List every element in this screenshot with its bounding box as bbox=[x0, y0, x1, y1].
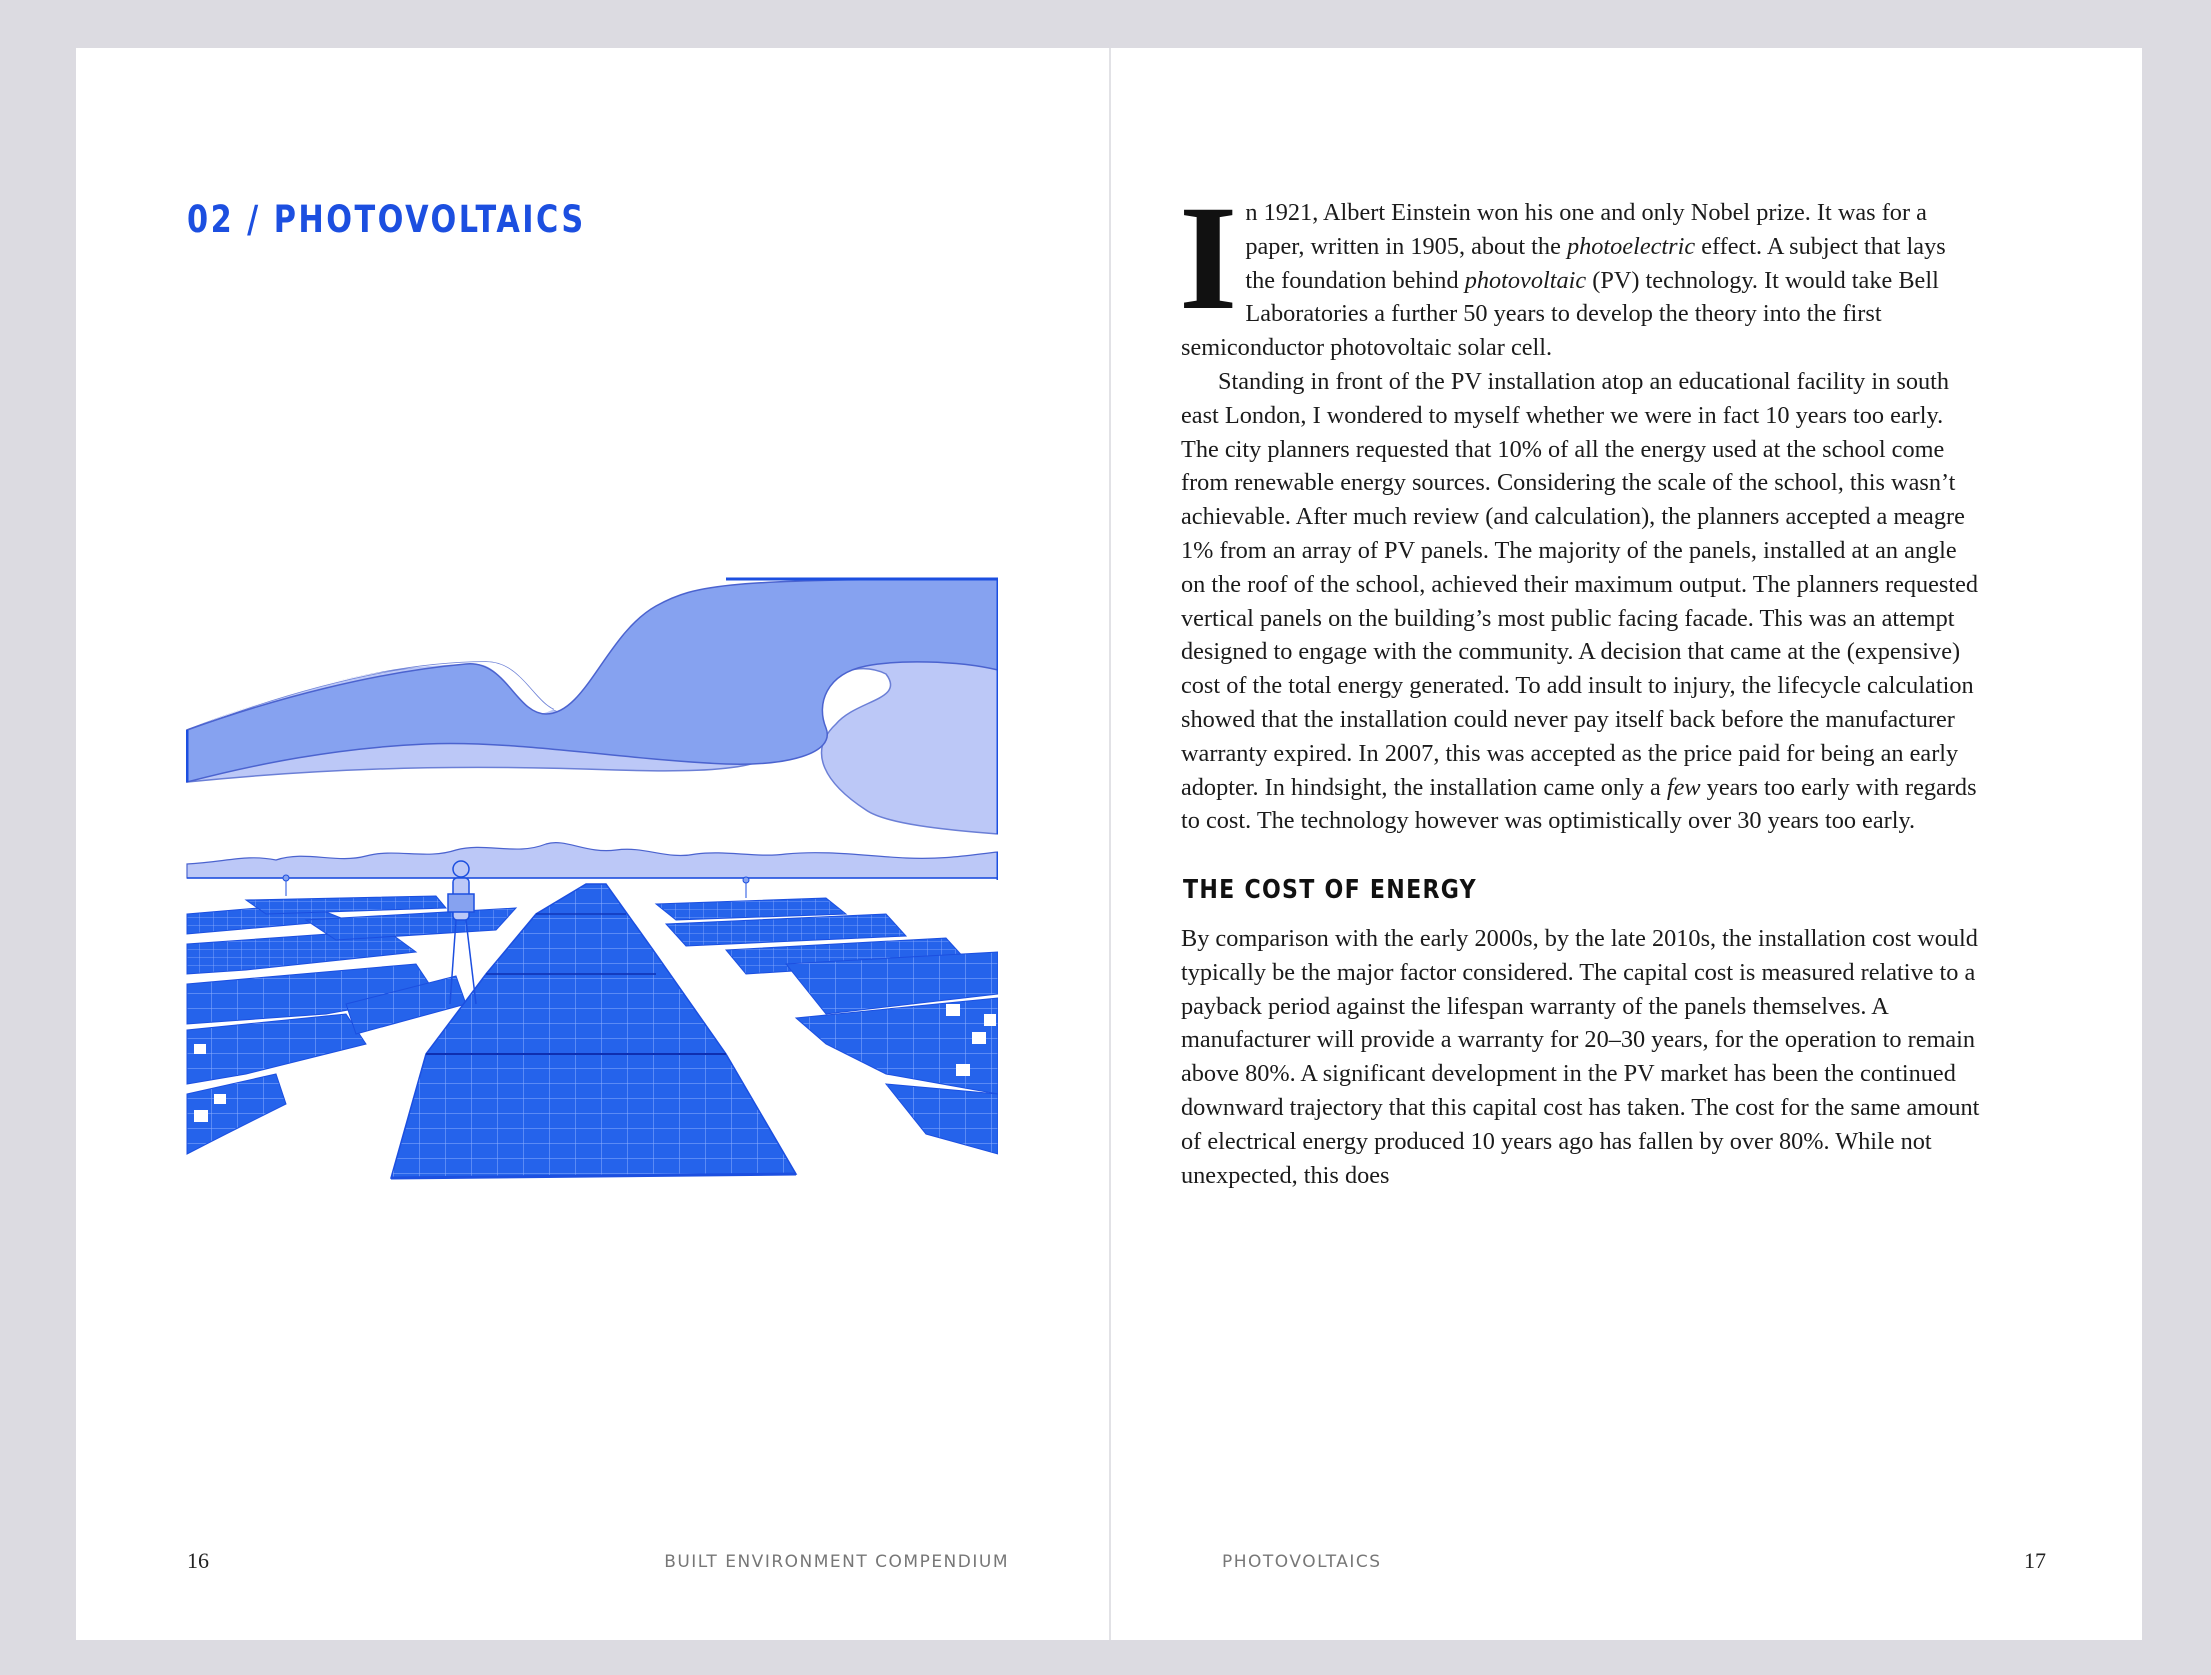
running-head-left: BUILT ENVIRONMENT COMPENDIUM bbox=[664, 1552, 1009, 1572]
intro-text-a: n 1921, Albert Einstein won his one and only Nobel prize. It was for a paper, written in 1905, about the bbox=[1245, 199, 1927, 260]
solar-field-illustration bbox=[186, 574, 998, 1181]
distant-figure-right bbox=[743, 877, 749, 898]
london-em-few: few bbox=[1666, 773, 1701, 801]
intro-em-photovoltaic: photovoltaic bbox=[1464, 266, 1587, 294]
intro-em-photoelectric: photoelectric bbox=[1566, 232, 1696, 260]
chapter-title: 02 / PHOTOVOLTAICS bbox=[187, 198, 586, 241]
running-head-right: PHOTOVOLTAICS bbox=[1222, 1552, 1382, 1572]
folio-right: 17 bbox=[2024, 1548, 2046, 1573]
drop-cap: I bbox=[1179, 175, 1238, 341]
sky-bands bbox=[187, 574, 998, 880]
paragraph-london bbox=[1181, 365, 1981, 838]
folio-left: 16 bbox=[187, 1548, 209, 1573]
london-text-b: years too early with regards to cost. The technology however was optimistically over 30 years too early. bbox=[1181, 773, 1977, 835]
paragraph-intro bbox=[1179, 175, 1981, 365]
distant-figure-left bbox=[283, 875, 289, 896]
body-text bbox=[1179, 175, 1981, 1192]
london-text-a: Standing in front of the PV installation atop an educational facility in south east London, I wondered to myself whether we were in fact 10 years too early. The city planners requested that 10% of all the energy used at the school come from renewable energy sources. Considering the scale of the school, this wasn’t achievable. After much review (and calculation), the planners accepted a meagre 1% from an array of PV panels. The majority of the panels, installed at an angle on the roof of the school, achieved their maximum output. The planners requested vertical panels on the building’s most public facing facade. This was an attempt designed to engage with the community. A decision that came at the (expensive) cost of the total energy generated. To add insult to injury, the lifecycle calculation showed that the installation could never pay itself back before the manufacturer warranty expired. In 2007, this was accepted as the price paid for being an early adopter. In hindsight, the installation came only a bbox=[1181, 367, 1979, 801]
section-heading: THE COST OF ENERGY bbox=[1183, 875, 1477, 906]
intro-text-c: (PV) technology. It would take Bell Laboratories a further 50 years to develop the theory into the first semiconductor photovoltaic solar cell. bbox=[1181, 266, 1939, 362]
page-gutter bbox=[1109, 48, 1111, 1640]
solar-panel-field bbox=[187, 884, 998, 1178]
paragraph-cost: By comparison with the early 2000s, by the late 2010s, the installation cost would typically be the major factor considered. The capital cost is measured relative to a payback period against the lifespan warranty of the panels themselves. A manufacturer will provide a warranty for 20–30 years, for the operation to remain above 80%. A significant development in the PV market has been the continued downward trajectory that this capital cost has taken. The cost for the same amount of electrical energy produced 10 years ago has fallen by over 80%. While not unexpected, this does bbox=[1181, 924, 1980, 1189]
intro-text-b: effect. A subject that lays the foundation behind bbox=[1245, 232, 1946, 294]
